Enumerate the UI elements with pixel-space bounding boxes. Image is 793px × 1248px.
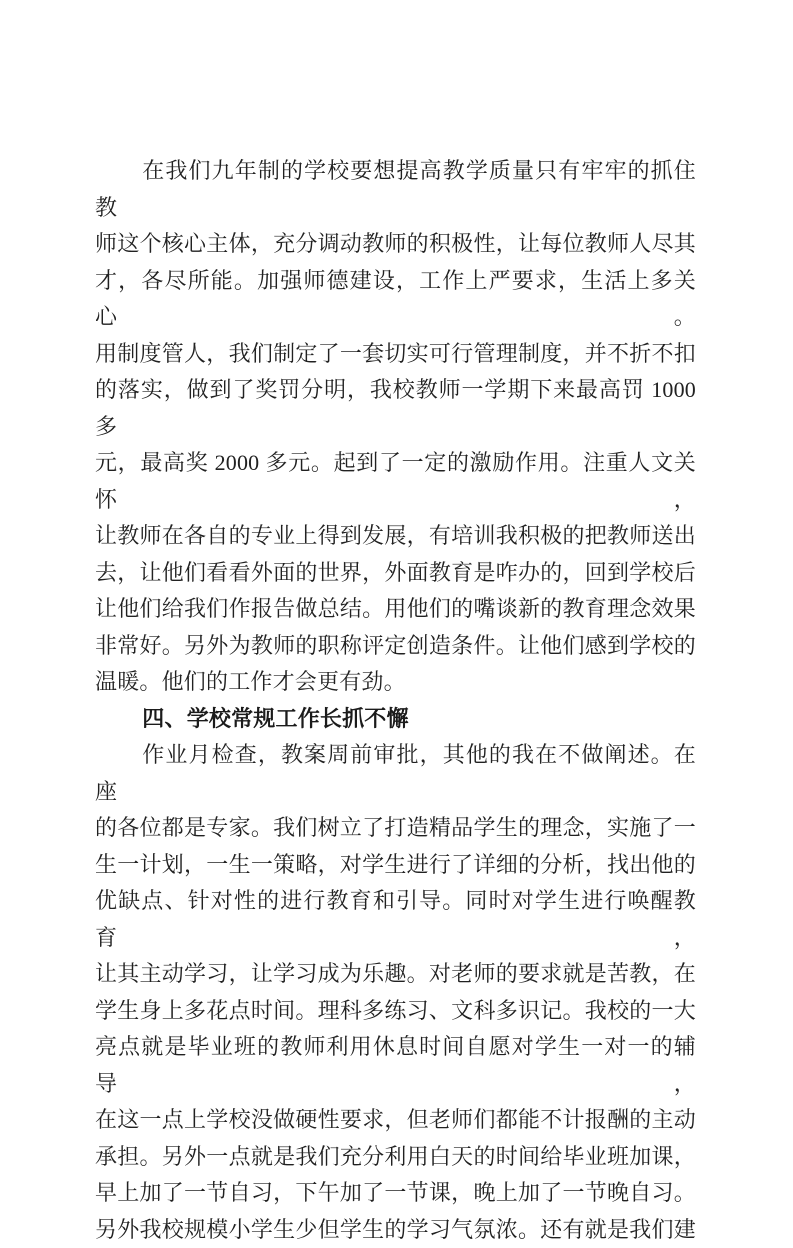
text-line: 学生身上多花点时间。理科多练习、文科多识记。我校的一大: [95, 993, 696, 1030]
text-line: 温暖。他们的工作才会更有劲。: [95, 664, 696, 701]
text-line: 在这一点上学校没做硬性要求，但老师们都能不计报酬的主动: [95, 1102, 696, 1139]
text-line: 的落实，做到了奖罚分明，我校教师一学期下来最高罚 1000 多: [95, 372, 696, 445]
text-line: 优缺点、针对性的进行教育和引导。同时对学生进行唤醒教育，: [95, 883, 696, 956]
text-line: 生一计划，一生一策略，对学生进行了详细的分析，找出他的: [95, 847, 696, 884]
text-line: 去，让他们看看外面的世界，外面教育是咋办的，回到学校后: [95, 555, 696, 592]
text-line: 元，最高奖 2000 多元。起到了一定的激励作用。注重人文关怀，: [95, 445, 696, 518]
text-line: 用制度管人，我们制定了一套切实可行管理制度，并不折不扣: [95, 336, 696, 373]
text-line: 承担。另外一点就是我们充分利用白天的时间给毕业班加课，: [95, 1139, 696, 1176]
text-line: 另外我校规模小学生少但学生的学习气氛浓。还有就是我们建: [95, 1212, 696, 1248]
section-heading-4: 四、学校常规工作长抓不懈: [95, 701, 696, 738]
text-line: 师这个核心主体，充分调动教师的积极性，让每位教师人尽其: [95, 226, 696, 263]
paragraph-teacher-management: [95, 153, 696, 701]
text-line: 在我们九年制的学校要想提高教学质量只有牢牢的抓住教: [95, 153, 696, 226]
text-line: 让其主动学习，让学习成为乐趣。对老师的要求就是苦教，在: [95, 956, 696, 993]
text-line: 才，各尽所能。加强师德建设，工作上严要求，生活上多关心。: [95, 263, 696, 336]
text-line: 让他们给我们作报告做总结。用他们的嘴谈新的教育理念效果: [95, 591, 696, 628]
text-line: 非常好。另外为教师的职称评定创造条件。让他们感到学校的: [95, 628, 696, 665]
document-text-block: [95, 153, 696, 1248]
paragraph-routine-work: [95, 737, 696, 1248]
text-line: 早上加了一节自习，下午加了一节课，晚上加了一节晚自习。: [95, 1175, 696, 1212]
text-line: 作业月检查，教案周前审批，其他的我在不做阐述。在座: [95, 737, 696, 810]
text-line: 亮点就是毕业班的教师利用休息时间自愿对学生一对一的辅导，: [95, 1029, 696, 1102]
text-line: 的各位都是专家。我们树立了打造精品学生的理念，实施了一: [95, 810, 696, 847]
text-line: 让教师在各自的专业上得到发展，有培训我积极的把教师送出: [95, 518, 696, 555]
